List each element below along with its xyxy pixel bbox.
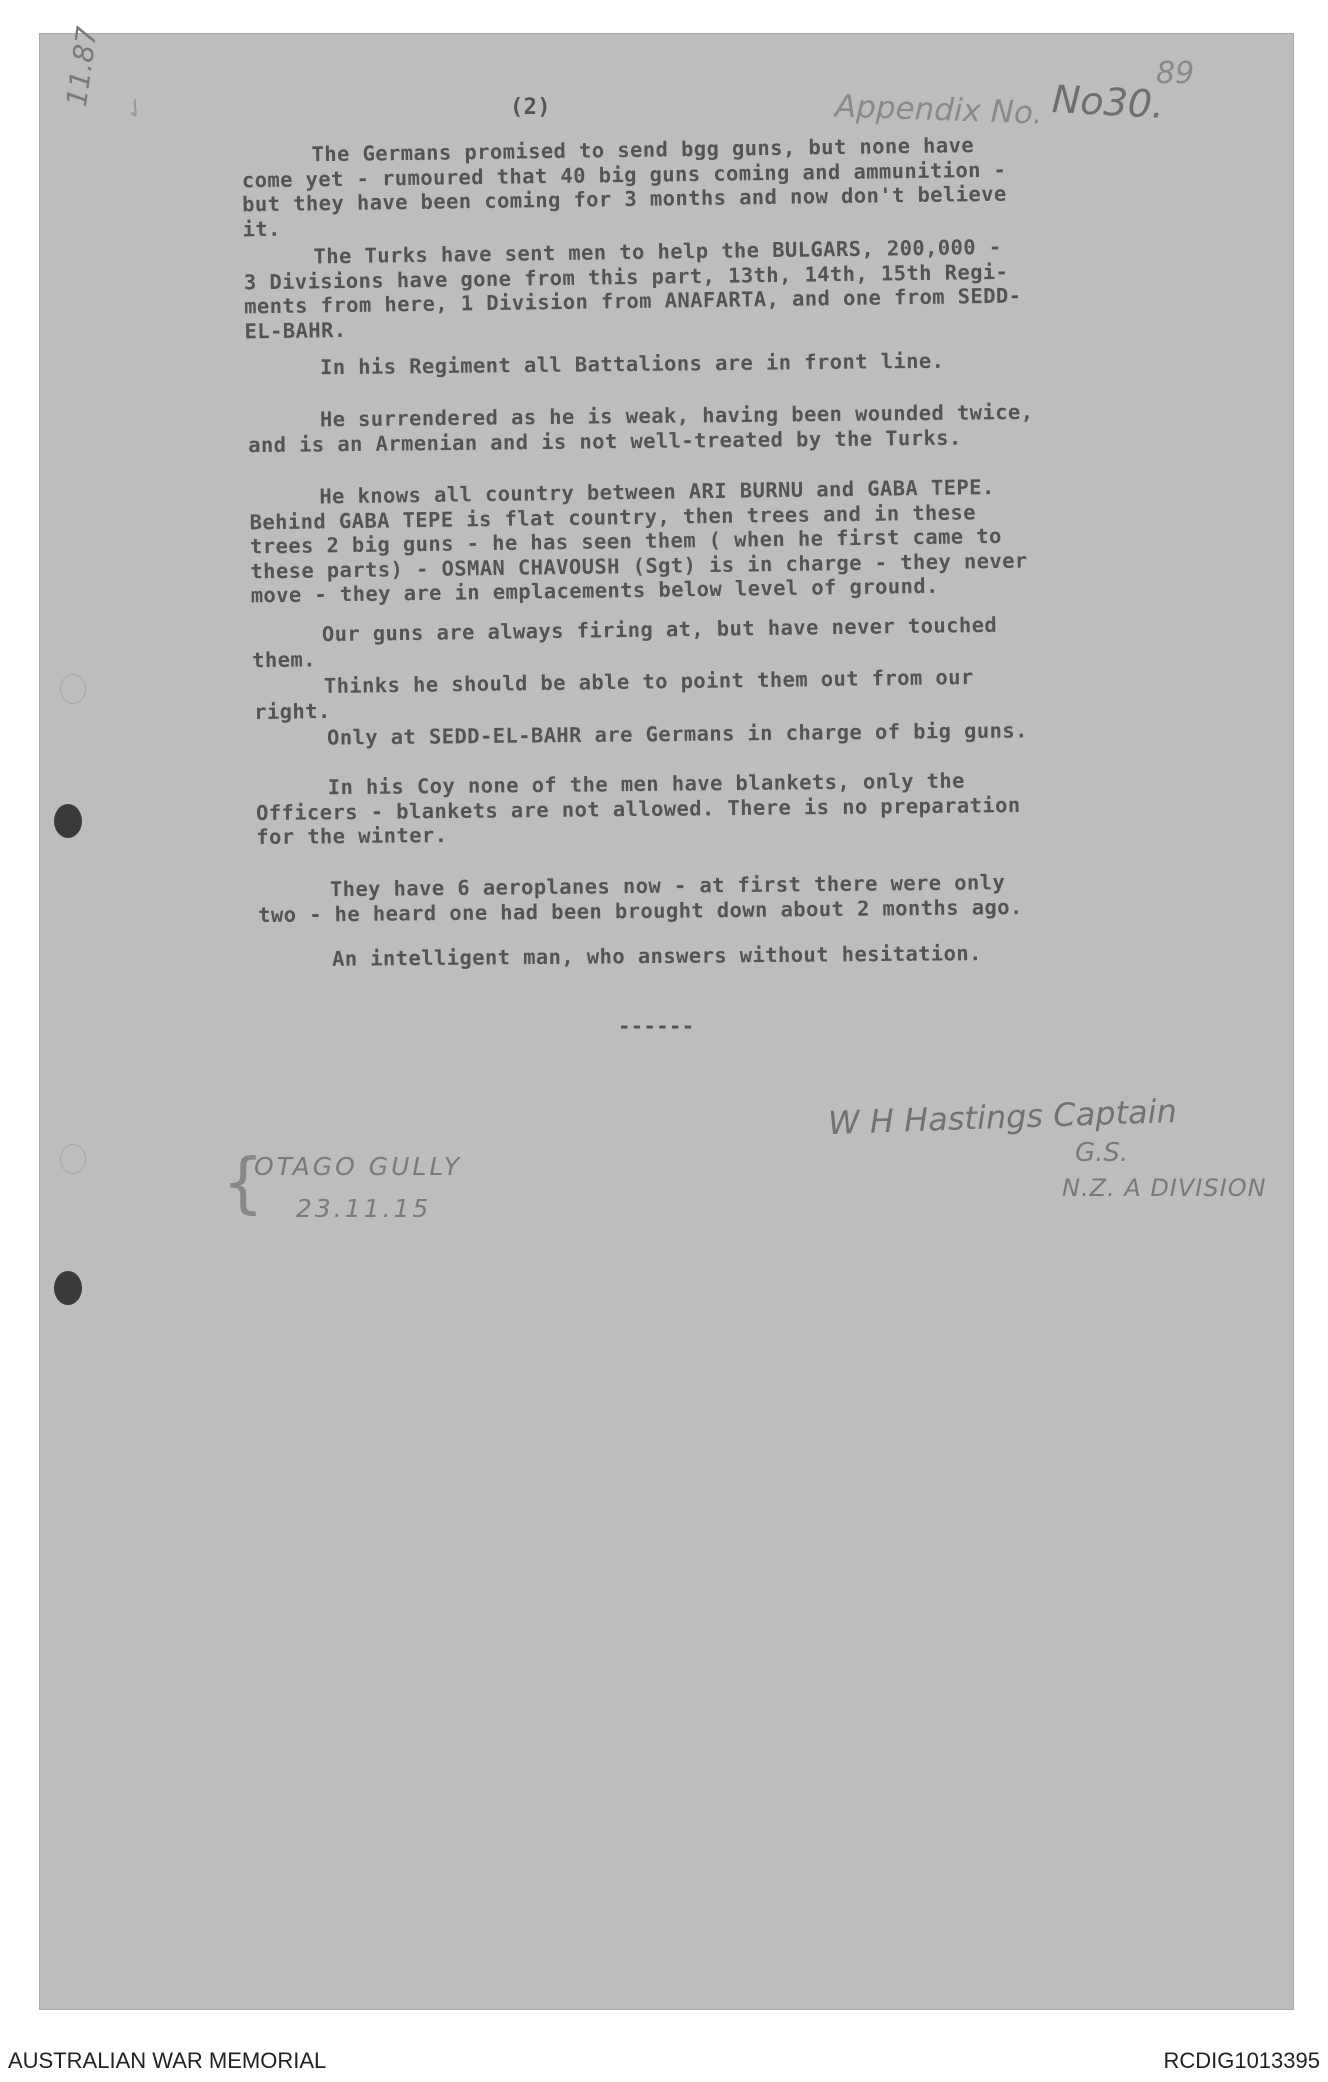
punch-hole-faint bbox=[60, 674, 86, 704]
paragraph-3 bbox=[320, 349, 945, 380]
location-date: 23.11.15 bbox=[296, 1194, 432, 1223]
appendix-number: No30. bbox=[1050, 77, 1166, 127]
text-line: two - he heard one had been brought down about 2 months ago. bbox=[258, 894, 1023, 927]
paragraph-10 bbox=[258, 870, 1023, 927]
text-line: In his Regiment all Battalions are in front line. bbox=[319, 348, 945, 380]
text-line: He knows all country between ARI BURNU and GABA TEPE. bbox=[319, 475, 995, 509]
paragraph-8 bbox=[327, 718, 1028, 750]
margin-mark: ✓ bbox=[117, 90, 154, 128]
punch-hole bbox=[54, 1271, 82, 1305]
punch-hole bbox=[54, 804, 82, 838]
text-line: these parts) - OSMAN CHAVOUSH (Sgt) is in charge - they never bbox=[250, 548, 1028, 583]
text-line: In his Coy none of the men have blankets, only the bbox=[327, 768, 965, 800]
signature-line-3: N.Z. A DIVISION bbox=[1062, 1174, 1267, 1202]
text-line: They have 6 aeroplanes now - at first there were only bbox=[329, 870, 1006, 902]
paragraph-4 bbox=[248, 400, 1034, 457]
text-line: them. bbox=[252, 646, 317, 672]
text-line: The Germans promised to send bgg guns, but none have bbox=[311, 133, 975, 167]
text-line: but they have been coming for 3 months and now don't believe bbox=[242, 181, 1007, 217]
text-line: and is an Armenian and is not well-treated by the Turks. bbox=[248, 425, 962, 457]
text-line: The Turks have sent men to help the BULGARS, 200,000 - bbox=[313, 234, 1002, 269]
text-line: He surrendered as he is weak, having been wounded twice, bbox=[319, 399, 1034, 432]
paragraph-1 bbox=[241, 133, 1007, 242]
location-place: OTAGO GULLY bbox=[254, 1152, 463, 1181]
folio-number: 89 bbox=[1156, 56, 1195, 91]
signature-line-2: G.S. bbox=[1075, 1138, 1129, 1168]
paragraph-2 bbox=[243, 235, 1022, 344]
text-line: Only at SEDD-EL-BAHR are Germans in charge of big guns. bbox=[326, 718, 1028, 750]
page-number: (2) bbox=[510, 95, 551, 120]
appendix-stamp: Appendix No. bbox=[834, 88, 1044, 132]
text-line: move - they are in emplacements below level of ground. bbox=[250, 573, 939, 608]
location-bracket: { bbox=[222, 1144, 264, 1221]
text-line: Our guns are always firing at, but have never touched bbox=[321, 612, 998, 647]
text-line: trees 2 big guns - he has seen them ( when he first came to bbox=[249, 523, 1002, 559]
text-line: Behind GABA TEPE is flat country, then trees and in these bbox=[249, 499, 977, 534]
text-line: 3 Divisions have gone from this part, 13th, 14th, 15th Regi- bbox=[243, 259, 1009, 294]
text-line: An intelligent man, who answers without hesitation. bbox=[331, 941, 982, 971]
text-line: Officers - blankets are not allowed. There is no preparation bbox=[255, 792, 1021, 825]
text-line: come yet - rumoured that 40 big guns coming and ammunition - bbox=[241, 157, 1007, 192]
text-line: ments from here, 1 Division from ANAFARTA, and one from SEDD- bbox=[244, 283, 1022, 319]
document-sheet bbox=[40, 24, 1293, 2009]
footer-id: RCDIG1013395 bbox=[1163, 2048, 1320, 2073]
margin-reference: 11.87 bbox=[60, 24, 104, 109]
paragraph-6 bbox=[252, 613, 998, 672]
text-line: EL-BAHR. bbox=[244, 317, 347, 343]
paragraph-11 bbox=[332, 941, 982, 971]
text-line: it. bbox=[242, 216, 281, 241]
text-line: Thinks he should be able to point them out from our bbox=[323, 664, 974, 699]
signature: W H Hastings Captain bbox=[827, 1091, 1178, 1143]
separator: ------ bbox=[618, 1014, 695, 1038]
paragraph-5 bbox=[249, 475, 1028, 608]
paragraph-9 bbox=[256, 768, 1021, 850]
text-line: for the winter. bbox=[256, 823, 448, 850]
punch-hole-faint bbox=[60, 1144, 86, 1174]
footer-source: AUSTRALIAN WAR MEMORIAL bbox=[8, 2048, 327, 2073]
paragraph-7 bbox=[254, 665, 974, 724]
text-line: right. bbox=[254, 698, 331, 724]
